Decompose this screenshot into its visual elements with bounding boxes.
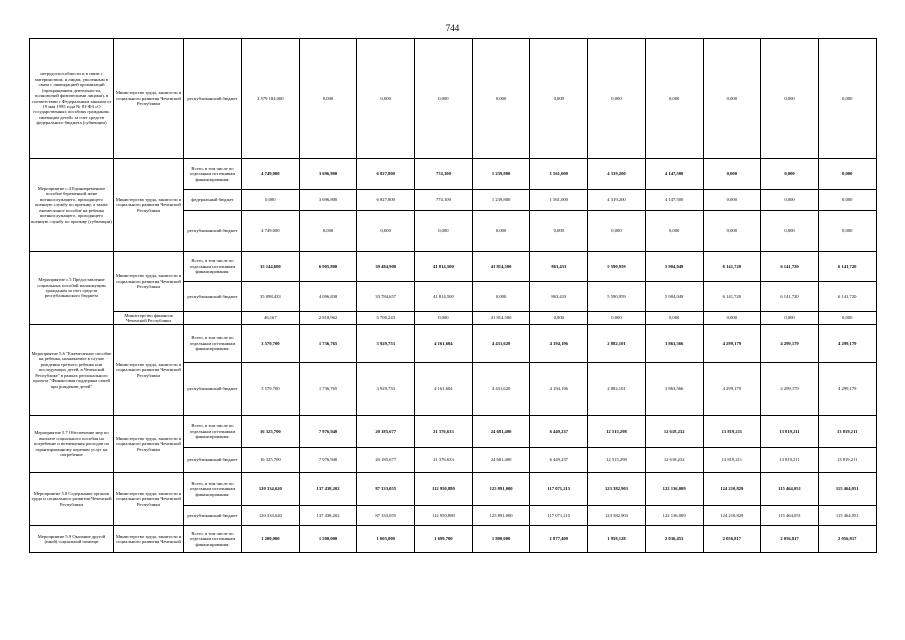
value-cell: 4 299,179 (818, 363, 876, 416)
value-cell: 0,000 (818, 190, 876, 211)
value-cell: 0,000 (761, 190, 819, 211)
value-cell: 0,000 (703, 312, 761, 325)
value-cell: 6 141,720 (703, 252, 761, 282)
value-cell: 117 071,215 (530, 506, 588, 526)
value-cell: 1 500,000 (299, 526, 357, 553)
value-cell: 20 185,677 (357, 448, 415, 473)
value-cell: 123 382,903 (588, 473, 646, 506)
value-cell: 4 299,179 (761, 363, 819, 416)
value-cell: 3 929,753 (357, 325, 415, 363)
value-cell: 6 141,720 (761, 252, 819, 282)
value-cell: 0,000 (299, 39, 357, 159)
funding-source-cell: республиканский бюджет (184, 39, 242, 159)
value-cell: 5 904,049 (645, 282, 703, 312)
value-cell: 0,000 (703, 39, 761, 159)
executor-cell: Министерство финансов Чеченской Республики (114, 312, 184, 325)
value-cell: 87 333,055 (357, 473, 415, 506)
value-cell: 863,433 (530, 282, 588, 312)
value-cell: 0,000 (530, 211, 588, 252)
value-cell: 6 141,720 (703, 282, 761, 312)
value-cell: 21 376,633 (415, 416, 473, 448)
value-cell: 87 333,055 (357, 506, 415, 526)
value-cell: 0,000 (645, 312, 703, 325)
value-cell: 125 891,000 (472, 473, 530, 506)
value-cell: 13 819,211 (761, 416, 819, 448)
value-cell: 5 590,959 (588, 252, 646, 282)
executor-cell: Министерство труда, занятости и социального развития Чеченской Республики (114, 252, 184, 312)
value-cell: 6 905,800 (299, 252, 357, 282)
value-cell: 2 810,962 (299, 312, 357, 325)
value-cell: 13 819,211 (818, 416, 876, 448)
value-cell: 12 618,232 (645, 416, 703, 448)
measure-name: Мероприятие 5.9 Оказание другой (иной) социальной помощи (30, 526, 114, 553)
table-row (30, 39, 877, 159)
value-cell: 0,000 (645, 211, 703, 252)
value-cell: 2 882,101 (588, 363, 646, 416)
value-cell: 0,000 (818, 312, 876, 325)
value-cell: 4 161,604 (415, 325, 473, 363)
value-cell: 4 299,179 (761, 325, 819, 363)
measure-name: Мероприятие с.4 Единовременное пособие беременной жене военнослужащего, проходящего военную службу по призыву, а также ежемесячное пособие на ребенка военнослужащего, проходящего военную службу по призыву (субвенции) (30, 159, 114, 252)
value-cell: 0,000 (472, 282, 530, 312)
funding-source-cell: республиканский бюджет (184, 211, 242, 252)
value-cell: 24 681,400 (472, 448, 530, 473)
value-cell: 46,167 (242, 312, 300, 325)
value-cell: 1 239,800 (472, 159, 530, 190)
value-cell: 124 210,829 (703, 473, 761, 506)
value-cell: 16 325,700 (242, 448, 300, 473)
funding-source-cell: республиканский бюджет (184, 282, 242, 312)
value-cell: 4 194,196 (530, 325, 588, 363)
value-cell: 4 194,196 (530, 363, 588, 416)
value-cell: 120 334,620 (242, 506, 300, 526)
value-cell: 3 863,566 (645, 363, 703, 416)
value-cell: 1 877,400 (530, 526, 588, 553)
page-number: 744 (445, 23, 460, 33)
value-cell: 0,000 (415, 211, 473, 252)
value-cell: 0,000 (761, 39, 819, 159)
value-cell: 16 325,700 (242, 416, 300, 448)
value-cell: 13 819,211 (703, 416, 761, 448)
value-cell: 0,000 (645, 39, 703, 159)
value-cell: 41 814,500 (472, 312, 530, 325)
measure-name: Мероприятие 5.8 Содержание органов труда и социального развития Чеченской Республики (30, 473, 114, 526)
value-cell: 21 376,633 (415, 448, 473, 473)
value-cell: 3 579,700 (242, 325, 300, 363)
value-cell: 1 736,765 (299, 363, 357, 416)
value-cell: 3 579,700 (242, 363, 300, 416)
value-cell: 124 210,829 (703, 506, 761, 526)
value-cell: 24 681,400 (472, 416, 530, 448)
value-cell: 41 814,500 (472, 252, 530, 282)
executor-cell: Министерство труда, занятости и социального развития Чеченской Республики (114, 39, 184, 159)
value-cell: 2 579 184,000 (242, 39, 300, 159)
funding-source-cell: республиканский бюджет (184, 506, 242, 526)
value-cell: 13 819,211 (703, 448, 761, 473)
value-cell: 4 096,838 (299, 282, 357, 312)
value-cell: 1 239,800 (472, 190, 530, 211)
value-cell: 4 299,179 (703, 325, 761, 363)
value-cell: 0,000 (357, 39, 415, 159)
value-cell: 1 561,000 (530, 190, 588, 211)
value-cell: 115 464,051 (761, 506, 819, 526)
value-cell: 4 299,179 (818, 325, 876, 363)
value-cell: 0,000 (357, 211, 415, 252)
value-cell: 115 464,051 (761, 473, 819, 506)
value-cell: 774,100 (415, 190, 473, 211)
value-cell: 20 185,677 (357, 416, 415, 448)
executor-cell: Министерство труда, занятости и социального развития Чеченской Республики (114, 416, 184, 473)
value-cell: 2 036,453 (645, 526, 703, 553)
value-cell: 13 819,211 (818, 448, 876, 473)
value-cell: 0,000 (818, 211, 876, 252)
value-cell: 0,000 (242, 190, 300, 211)
value-cell: 4 749,000 (242, 211, 300, 252)
value-cell: 4 431,620 (472, 325, 530, 363)
value-cell: 3 863,566 (645, 325, 703, 363)
table-row (30, 159, 877, 190)
funding-source-cell: Всего, в том числе по отдельным источникам финансирования: (184, 159, 242, 190)
measure-name: Мероприятие 5.6 "Ежемесячное пособие на ребенка, назначаемое в случае рождения третьего ребенка или последующих детей, в Чеченской Республике" в рамках регионального проекта "Финансовая поддержка семей при рождении детей" (30, 325, 114, 416)
value-cell: 0,000 (761, 159, 819, 190)
measure-name: Мероприятие с.5 Предоставление социальных пособий малоимущим гражданам за счет средств республиканского бюджета (30, 252, 114, 325)
table-row (30, 526, 877, 553)
value-cell: 12 618,232 (645, 448, 703, 473)
value-cell: 137 438,202 (299, 473, 357, 506)
executor-cell: Министерство труда, занятости и социального развития Чеченской Республики (114, 159, 184, 252)
value-cell: 6 141,720 (818, 282, 876, 312)
value-cell: 41 814,500 (415, 252, 473, 282)
value-cell: 5 904,049 (645, 252, 703, 282)
value-cell: 1 699,700 (415, 526, 473, 553)
value-cell: 117 071,215 (530, 473, 588, 506)
value-cell: 0,000 (703, 190, 761, 211)
value-cell: 4 319,200 (588, 159, 646, 190)
value-cell: 0,000 (530, 312, 588, 325)
value-cell: 774,100 (415, 159, 473, 190)
value-cell: 4 147,500 (645, 190, 703, 211)
value-cell: 0,000 (761, 312, 819, 325)
value-cell: 137 438,202 (299, 506, 357, 526)
value-cell: 7 976,940 (299, 416, 357, 448)
value-cell: 0,000 (703, 211, 761, 252)
value-cell: 35 098,433 (242, 282, 300, 312)
value-cell: 0,000 (588, 39, 646, 159)
value-cell: 7 976,940 (299, 448, 357, 473)
value-cell: 115 464,051 (818, 473, 876, 506)
value-cell: 0,000 (415, 312, 473, 325)
value-cell: 6 141,720 (761, 282, 819, 312)
value-cell: 13 819,211 (761, 448, 819, 473)
value-cell: 0,000 (818, 39, 876, 159)
value-cell: 0,000 (530, 39, 588, 159)
measure-name: нетрудоспособности и в связи с материнством, и лицам, уволенным в связи с ликвидацией организаций (прекращением деятельности, полномочий физическими лицами), в соответствии с Федеральным законом от 19 мая 1995 года № 81-ФЗ «О государственных пособиях гражданам, имеющим детей» за счет средств федерального бюджета (субвенции) (30, 39, 114, 159)
value-cell: 5 700,243 (357, 312, 415, 325)
table-row (30, 252, 877, 282)
value-cell: 863,433 (530, 252, 588, 282)
value-cell: 41 814,500 (415, 282, 473, 312)
table-row (30, 325, 877, 363)
value-cell: 1 605,000 (357, 526, 415, 553)
value-cell: 1 200,000 (242, 526, 300, 553)
table-row (30, 473, 877, 506)
value-cell: 4 431,620 (472, 363, 530, 416)
value-cell: 0,000 (588, 211, 646, 252)
value-cell: 39 484,900 (357, 252, 415, 282)
value-cell: 122 136,009 (645, 506, 703, 526)
funding-source-cell: Всего, в том числе по отдельным источникам финансирования: (184, 252, 242, 282)
executor-cell: Министерство труда, занятости и социального развития Чеченской Республики (114, 325, 184, 416)
value-cell: 3 696,800 (299, 190, 357, 211)
value-cell: 0,000 (703, 159, 761, 190)
funding-source-cell: республиканский бюджет (184, 448, 242, 473)
value-cell: 112 950,880 (415, 506, 473, 526)
value-cell: 4 319,200 (588, 190, 646, 211)
value-cell: 6 449,237 (530, 416, 588, 448)
value-cell: 6 449,237 (530, 448, 588, 473)
value-cell: 0,000 (472, 39, 530, 159)
funding-source-cell: Всего, в том числе по отдельным источникам финансирования: (184, 526, 242, 553)
measure-name: Мероприятие 5.7 Обеспечение мер по выплате социального пособия на погребение и возмещения расходов по гарантированному перечню услуг на погребение (30, 416, 114, 473)
value-cell: 4 749,000 (242, 159, 300, 190)
value-cell: 35 144,600 (242, 252, 300, 282)
value-cell: 115 464,051 (818, 506, 876, 526)
funding-source-cell: Всего, в том числе по отдельным источникам финансирования: (184, 416, 242, 448)
value-cell: 112 950,880 (415, 473, 473, 506)
value-cell: 33 784,657 (357, 282, 415, 312)
value-cell: 4 161,604 (415, 363, 473, 416)
budget-table (29, 38, 877, 553)
value-cell: 0,000 (415, 39, 473, 159)
value-cell: 0,000 (818, 159, 876, 190)
value-cell: 0,000 (472, 211, 530, 252)
value-cell: 5 590,959 (588, 282, 646, 312)
value-cell: 6 827,800 (357, 159, 415, 190)
value-cell: 4 299,179 (703, 363, 761, 416)
value-cell: 1 958,128 (588, 526, 646, 553)
funding-source-cell: Всего, в том числе по отдельным источникам финансирования: (184, 325, 242, 363)
value-cell: 2 056,817 (818, 526, 876, 553)
value-cell: 12 515,298 (588, 448, 646, 473)
executor-cell: Министерство труда, занятости и социального развития Чеченской (114, 526, 184, 553)
funding-source-cell (184, 312, 242, 325)
value-cell: 123 382,903 (588, 506, 646, 526)
value-cell: 125 891,000 (472, 506, 530, 526)
table-row (30, 416, 877, 448)
value-cell: 1 561,000 (530, 159, 588, 190)
value-cell: 0,000 (588, 312, 646, 325)
value-cell: 2 882,101 (588, 325, 646, 363)
value-cell: 0,000 (299, 211, 357, 252)
value-cell: 122 136,009 (645, 473, 703, 506)
value-cell: 4 147,500 (645, 159, 703, 190)
value-cell: 1 800,000 (472, 526, 530, 553)
value-cell: 6 141,720 (818, 252, 876, 282)
funding-source-cell: республиканский бюджет (184, 363, 242, 416)
value-cell: 2 056,817 (761, 526, 819, 553)
value-cell: 1 736,765 (299, 325, 357, 363)
funding-source-cell: федеральный бюджет (184, 190, 242, 211)
value-cell: 3 929,753 (357, 363, 415, 416)
executor-cell: Министерство труда, занятости и социального развития Чеченской Республики (114, 473, 184, 526)
table-row (30, 312, 877, 325)
value-cell: 120 334,620 (242, 473, 300, 506)
value-cell: 6 827,800 (357, 190, 415, 211)
value-cell: 0,000 (761, 211, 819, 252)
funding-source-cell: Всего, в том числе по отдельным источникам финансирования: (184, 473, 242, 506)
value-cell: 12 515,298 (588, 416, 646, 448)
value-cell: 2 056,817 (703, 526, 761, 553)
value-cell: 3 696,800 (299, 159, 357, 190)
